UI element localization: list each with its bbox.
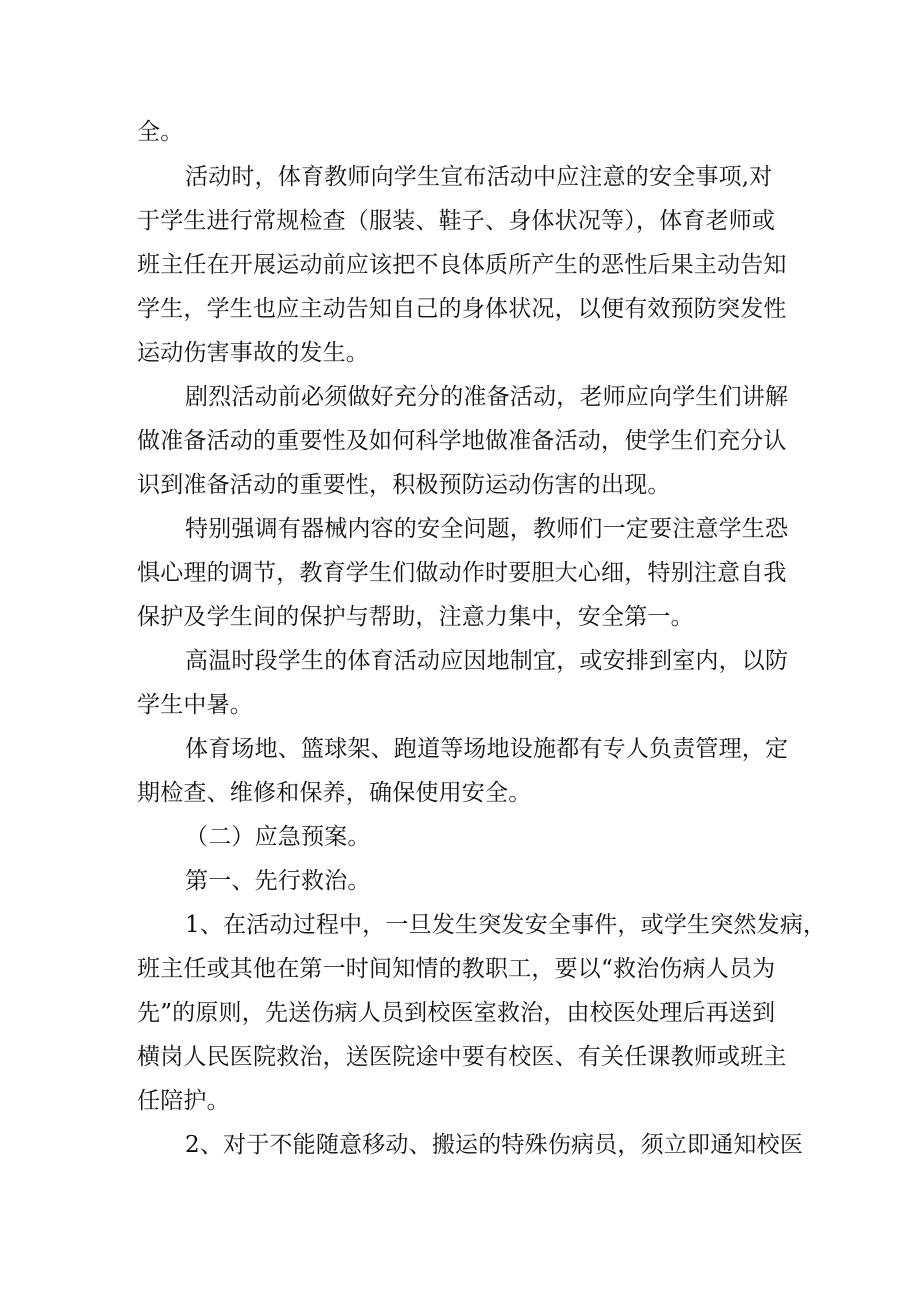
paragraph-start-line: 高温时段学生的体育活动应因地制宜，或安排到室内，以防 (185, 648, 789, 674)
text-line: 先”的原则，先送伤病人员到校医室救治，由校医处理后再送到 (137, 1000, 776, 1026)
section-heading: （二）应急预案。 (185, 824, 371, 850)
text-line: 班主任或其他在第一时间知情的教职工，要以“救治伤病人员为 (137, 956, 776, 982)
paragraph-start-line: 体育场地、篮球架、跑道等场地设施都有专人负责管理，定 (185, 736, 789, 762)
text-line: 惧心理的调节，教育学生们做动作时要胆大心细，特别注意自我 (137, 560, 787, 586)
paragraph-start-line: 2、对于不能随意移动、搬运的特殊伤病员，须立即通知校医 (185, 1132, 804, 1158)
text-line: 做准备活动的重要性及如何科学地做准备活动，使学生们充分认 (137, 428, 787, 454)
paragraph-start-line: 1、在活动过程中，一旦发生突发安全事件，或学生突然发病， (185, 912, 827, 938)
text-line: 期检查、维修和保养，确保使用安全。 (137, 780, 532, 806)
text-line: 班主任在开展运动前应该把不良体质所产生的恶性后果主动告知 (137, 252, 787, 278)
text-line: 横岗人民医院救治，送医院途中要有校医、有关任课教师或班主 (137, 1044, 787, 1070)
subsection-heading: 第一、先行救治。 (185, 868, 371, 894)
text-line: 运动伤害事故的发生。 (137, 340, 369, 366)
text-line: 任陪护。 (137, 1088, 230, 1114)
paragraph-start-line: 剧烈活动前必须做好充分的准备活动，老师应向学生们讲解 (185, 384, 789, 410)
text-line: 保护及学生间的保护与帮助，注意力集中，安全第一。 (137, 604, 694, 630)
text-line: 识到准备活动的重要性，积极预防运动伤害的出现。 (137, 472, 671, 498)
text-line: 学生中暑。 (137, 692, 253, 718)
paragraph-start-line: 活动时，体育教师向学生宣布活动中应注意的安全事项,对 (185, 164, 773, 190)
paragraph-start-line: 特别强调有器械内容的安全问题，教师们一定要注意学生恐 (185, 516, 789, 542)
text-line: 学生，学生也应主动告知自己的身体状况，以便有效预防突发性 (137, 296, 787, 322)
text-line: 全。 (137, 119, 184, 145)
text-line: 于学生进行常规检查（服装、鞋子、身体状况等），体育老师或 (137, 208, 776, 234)
